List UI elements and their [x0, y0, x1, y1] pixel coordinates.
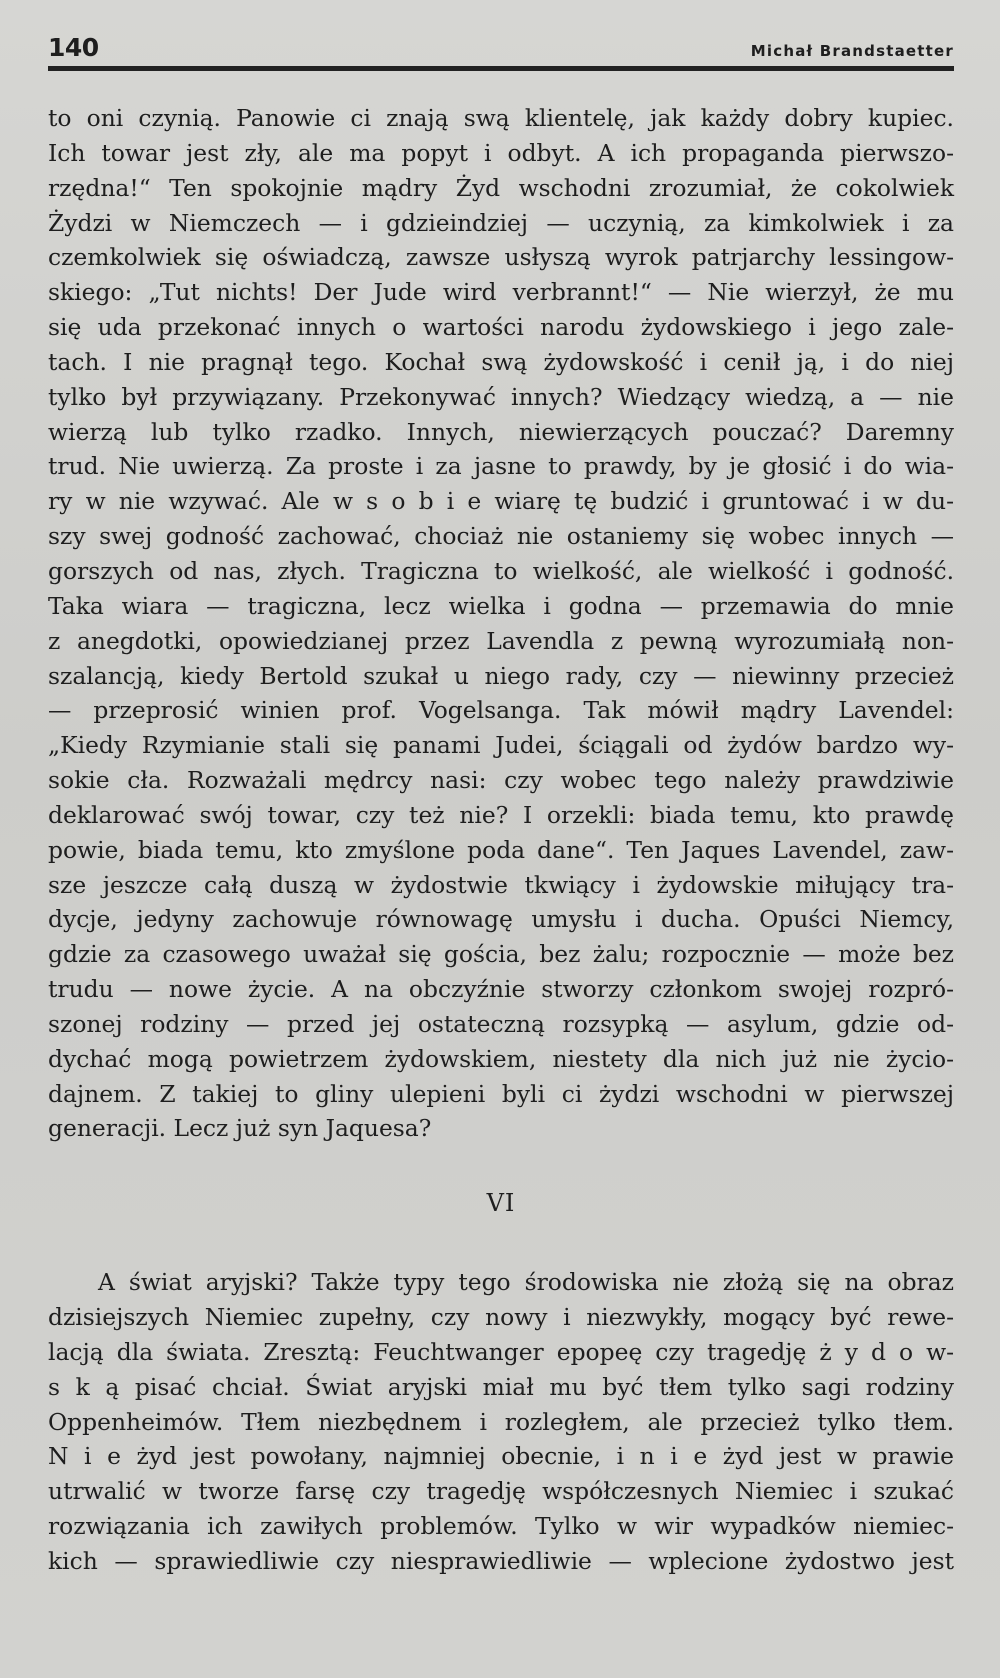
text-line: tach. I nie pragnął tego. Kochał swą żydowskość i cenił ją, i do niej [48, 347, 954, 376]
paragraph-2 [48, 1265, 954, 1579]
text-line: dzisiejszych Niemiec zupełny, czy nowy i niezwykły, mogący być rewe- [48, 1303, 954, 1331]
text-line: z anegdotki, opowiedzianej przez Lavendla z pewną wyrozumiałą non- [48, 626, 954, 655]
text-line: utrwalić w tworze farsę czy tragedję współczesnych Niemiec i szukać [48, 1477, 954, 1506]
text-line: trudu — nowe życie. A na obczyźnie stworzy członkom swojej rozpró- [48, 975, 954, 1004]
page-number: 140 [48, 33, 99, 62]
running-head: Michał Brandstaetter [750, 42, 954, 60]
body-text [48, 101, 954, 1579]
text-line: Oppenheimów. Tłem niezbędnem i rozległem, ale przecież tylko tłem. [48, 1407, 954, 1436]
text-line: szy swej godność zachować, chociaż nie ostaniemy się wobec innych — [48, 522, 954, 551]
text-line: tylko był przywiązany. Przekonywać innych? Wiedzący wiedzą, a — nie [48, 382, 954, 411]
text-line: N i e żyd jest powołany, najmniej obecnie, i n i e żyd jest w prawie [48, 1442, 954, 1471]
text-line: kich — sprawiedliwie czy niesprawiedliwie — wplecione żydostwo jest [48, 1546, 954, 1575]
text-line: deklarować swój towar, czy też nie? I orzekli: biada temu, kto prawdę [48, 800, 954, 829]
text-line: dajnem. Z takiej to gliny ulepieni byli ci żydzi wschodni w pierwszej [48, 1079, 954, 1108]
text-line: sze jeszcze całą duszą w żydostwie tkwiący i żydowskie miłujący tra- [48, 870, 954, 899]
text-line: Taka wiara — tragiczna, lecz wielka i godna — przemawia do mnie [48, 591, 954, 620]
text-line: — przeprosić winien prof. Vogelsanga. Tak mówił mądry Lavendel: [48, 696, 954, 725]
text-line: A świat aryjski? Także typy tego środowiska nie złożą się na obraz [98, 1268, 954, 1297]
text-line: sokie cła. Rozważali mędrcy nasi: czy wobec tego należy prawdziwie [48, 766, 954, 795]
text-line: s k ą pisać chciał. Świat aryjski miał mu być tłem tylko sagi rodziny [48, 1372, 954, 1401]
text-line: to oni czynią. Panowie ci znają swą klientelę, jak każdy dobry kupiec. [48, 104, 954, 132]
text-line: lacją dla świata. Zresztą: Feuchtwanger epopeę czy tragedję ż y d o w- [48, 1337, 954, 1366]
text-line: Ich towar jest zły, ale ma popyt i odbyt. A ich propaganda pierwszo- [48, 138, 954, 167]
text-line: generacji. Lecz już syn Jaquesa? [48, 1114, 432, 1143]
text-line: rzędna!“ Ten spokojnie mądry Żyd wschodni zrozumiał, że cokolwiek [48, 173, 954, 202]
text-line: wierzą lub tylko rzadko. Innych, niewierzących pouczać? Daremny [48, 417, 954, 446]
text-line: czemkolwiek się oświadczą, zawsze usłyszą wyrok patrjarchy lessingow- [48, 243, 954, 272]
text-line: gorszych od nas, złych. Tragiczna to wielkość, ale wielkość i godność. [48, 556, 954, 585]
text-line: gdzie za czasowego uważał się gościa, bez żalu; rozpocznie — może bez [48, 940, 954, 969]
text-line: się uda przekonać innych o wartości narodu żydowskiego i jego zale- [48, 313, 954, 342]
text-line: szonej rodziny — przed jej ostateczną rozsypką — asylum, gdzie od- [48, 1009, 954, 1038]
text-line: skiego: „Tut nichts! Der Jude wird verbrannt!“ — Nie wierzył, że mu [48, 278, 954, 307]
text-line: rozwiązania ich zawiłych problemów. Tylko w wir wypadków niemiec- [48, 1512, 954, 1541]
text-line: trud. Nie uwierzą. Za proste i za jasne to prawdy, by je głosić i do wia- [48, 452, 954, 481]
section-heading: VI [486, 1189, 516, 1218]
text-line: dycje, jedyny zachowuje równowagę umysłu i ducha. Opuści Niemcy, [48, 905, 954, 934]
paragraph-1 [48, 101, 954, 1146]
text-line: dychać mogą powietrzem żydowskiem, niestety dla nich już nie życio- [48, 1044, 954, 1073]
text-line: powie, biada temu, kto zmyślone poda dane“. Ten Jaques Lavendel, zaw- [48, 835, 954, 864]
text-line: Żydzi w Niemczech — i gdzieindziej — uczynią, za kimkolwiek i za [48, 208, 954, 237]
text-line: „Kiedy Rzymianie stali się panami Judei, ściągali od żydów bardzo wy- [48, 731, 954, 760]
text-line: ry w nie wzywać. Ale w s o b i e wiarę tę budzić i gruntować i w du- [48, 487, 954, 516]
page-header [48, 28, 954, 62]
header-rule [48, 66, 954, 71]
text-line: szalancją, kiedy Bertold szukał u niego rady, czy — niewinny przecież [48, 661, 954, 690]
